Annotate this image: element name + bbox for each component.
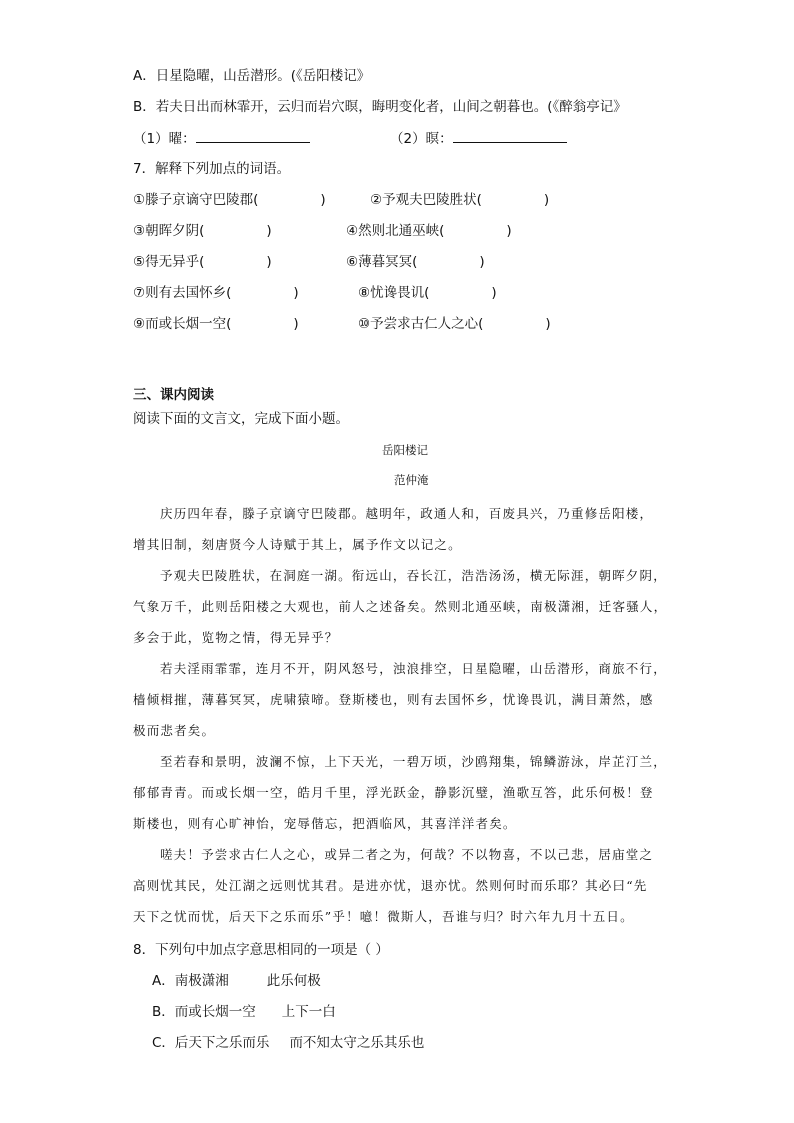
q7-item-10: ⑩予尝求古仁人之心( ) bbox=[358, 316, 551, 332]
passage-title: 岳阳楼记 bbox=[382, 443, 428, 457]
passage-line: 至若春和景明，波澜不惊，上下天光，一碧万顷，沙鸥翔集，锦鳞游泳，岸芷汀兰， bbox=[160, 754, 667, 769]
passage-line: 予观夫巴陵胜状，在洞庭一湖。衔远山，吞长江，浩浩汤汤，横无际涯，朝晖夕阴， bbox=[160, 568, 667, 583]
q6-sub2-label: （2）暝： bbox=[390, 131, 453, 147]
passage-line: 樯倾楫摧，薄暮冥冥，虎啸猿啼。登斯楼也，则有去国怀乡，忧谗畏讥，满目萧然，感 bbox=[133, 692, 654, 707]
q6-subquestion-2 bbox=[390, 128, 567, 149]
q8-option-c-pair: 而不知太守之乐其乐也 bbox=[289, 1035, 425, 1051]
q6-sub1-blank[interactable] bbox=[196, 128, 310, 143]
passage-line: 多会于此，览物之情，得无异乎？ bbox=[133, 630, 339, 645]
passage-line: 嗟夫！予尝求古仁人之心，或异二者之为，何哉？不以物喜，不以己悲，居庙堂之 bbox=[160, 847, 654, 862]
q7-item-6: ⑥薄暮冥冥( ) bbox=[346, 254, 485, 270]
passage-line: 郁郁青青。而或长烟一空，皓月千里，浮光跃金，静影沉璧，渔歌互答，此乐何极！登 bbox=[133, 785, 654, 800]
q7-item-5: ⑤得无异乎( ) bbox=[133, 254, 272, 270]
passage-line: 天下之忧而忧，后天下之乐而乐”乎！噫！微斯人，吾谁与归？时六年九月十五日。 bbox=[133, 909, 634, 924]
q8-option-a-pair: 此乐何极 bbox=[266, 973, 321, 989]
q7-stem: 7．解释下列加点的词语。 bbox=[133, 161, 291, 177]
q8-option-b[interactable] bbox=[152, 1002, 336, 1022]
q6-sub1-label: （1）曜： bbox=[133, 131, 196, 147]
q8-option-a[interactable] bbox=[152, 971, 321, 991]
q8-option-a-label: A．南极潇湘 bbox=[152, 973, 229, 989]
q8-option-c-label: C．后天下之乐而乐 bbox=[152, 1035, 270, 1051]
section-instruction: 阅读下面的文言文，完成下面小题。 bbox=[133, 411, 349, 427]
q6-option-b: B．若夫日出而林霏开，云归而岩穴暝，晦明变化者，山间之朝暮也。(《醉翁亭记》 bbox=[133, 99, 627, 115]
passage-line: 增其旧制，刻唐贤今人诗赋于其上，属予作文以记之。 bbox=[133, 537, 462, 552]
q7-item-9: ⑨而或长烟一空( ) bbox=[133, 316, 299, 332]
q8-option-c[interactable] bbox=[152, 1033, 424, 1053]
q7-item-3: ③朝晖夕阴( ) bbox=[133, 223, 272, 239]
q8-option-b-pair: 上下一白 bbox=[281, 1004, 336, 1020]
passage-line: 庆历四年春，滕子京谪守巴陵郡。越明年，政通人和，百废具兴，乃重修岳阳楼， bbox=[160, 506, 654, 521]
q6-sub2-blank[interactable] bbox=[453, 128, 567, 143]
passage-line: 高则忧其民，处江湖之远则忧其君。是进亦忧，退亦忧。然则何时而乐耶？其必曰“先 bbox=[133, 878, 648, 893]
q7-item-2: ②予观夫巴陵胜状( ) bbox=[370, 192, 550, 208]
q8-stem: 8．下列句中加点字意思相同的一项是（ ） bbox=[133, 942, 389, 958]
passage-author: 范仲淹 bbox=[394, 473, 429, 487]
q7-item-1: ①滕子京谪守巴陵郡( ) bbox=[133, 192, 326, 208]
passage-line: 若夫淫雨霏霏，连月不开，阴风怒号，浊浪排空，日星隐曜，山岳潜形，商旅不行， bbox=[160, 661, 667, 676]
q7-item-4: ④然则北通巫峡( ) bbox=[346, 223, 512, 239]
section-heading: 三、课内阅读 bbox=[133, 387, 214, 403]
q7-item-8: ⑧忧谗畏讥( ) bbox=[358, 285, 497, 301]
passage-line: 斯楼也，则有心旷神怡，宠辱偕忘，把酒临风，其喜洋洋者矣。 bbox=[133, 816, 517, 831]
q6-subquestion-1 bbox=[133, 128, 310, 149]
passage-line: 气象万千，此则岳阳楼之大观也，前人之述备矣。然则北通巫峡，南极潇湘，迁客骚人， bbox=[133, 599, 668, 614]
passage-line: 极而悲者矣。 bbox=[133, 723, 216, 738]
q6-option-a: A．日星隐曜，山岳潜形。(《岳阳楼记》 bbox=[133, 68, 371, 84]
q8-option-b-label: B．而或长烟一空 bbox=[152, 1004, 256, 1020]
q7-item-7: ⑦则有去国怀乡( ) bbox=[133, 285, 299, 301]
